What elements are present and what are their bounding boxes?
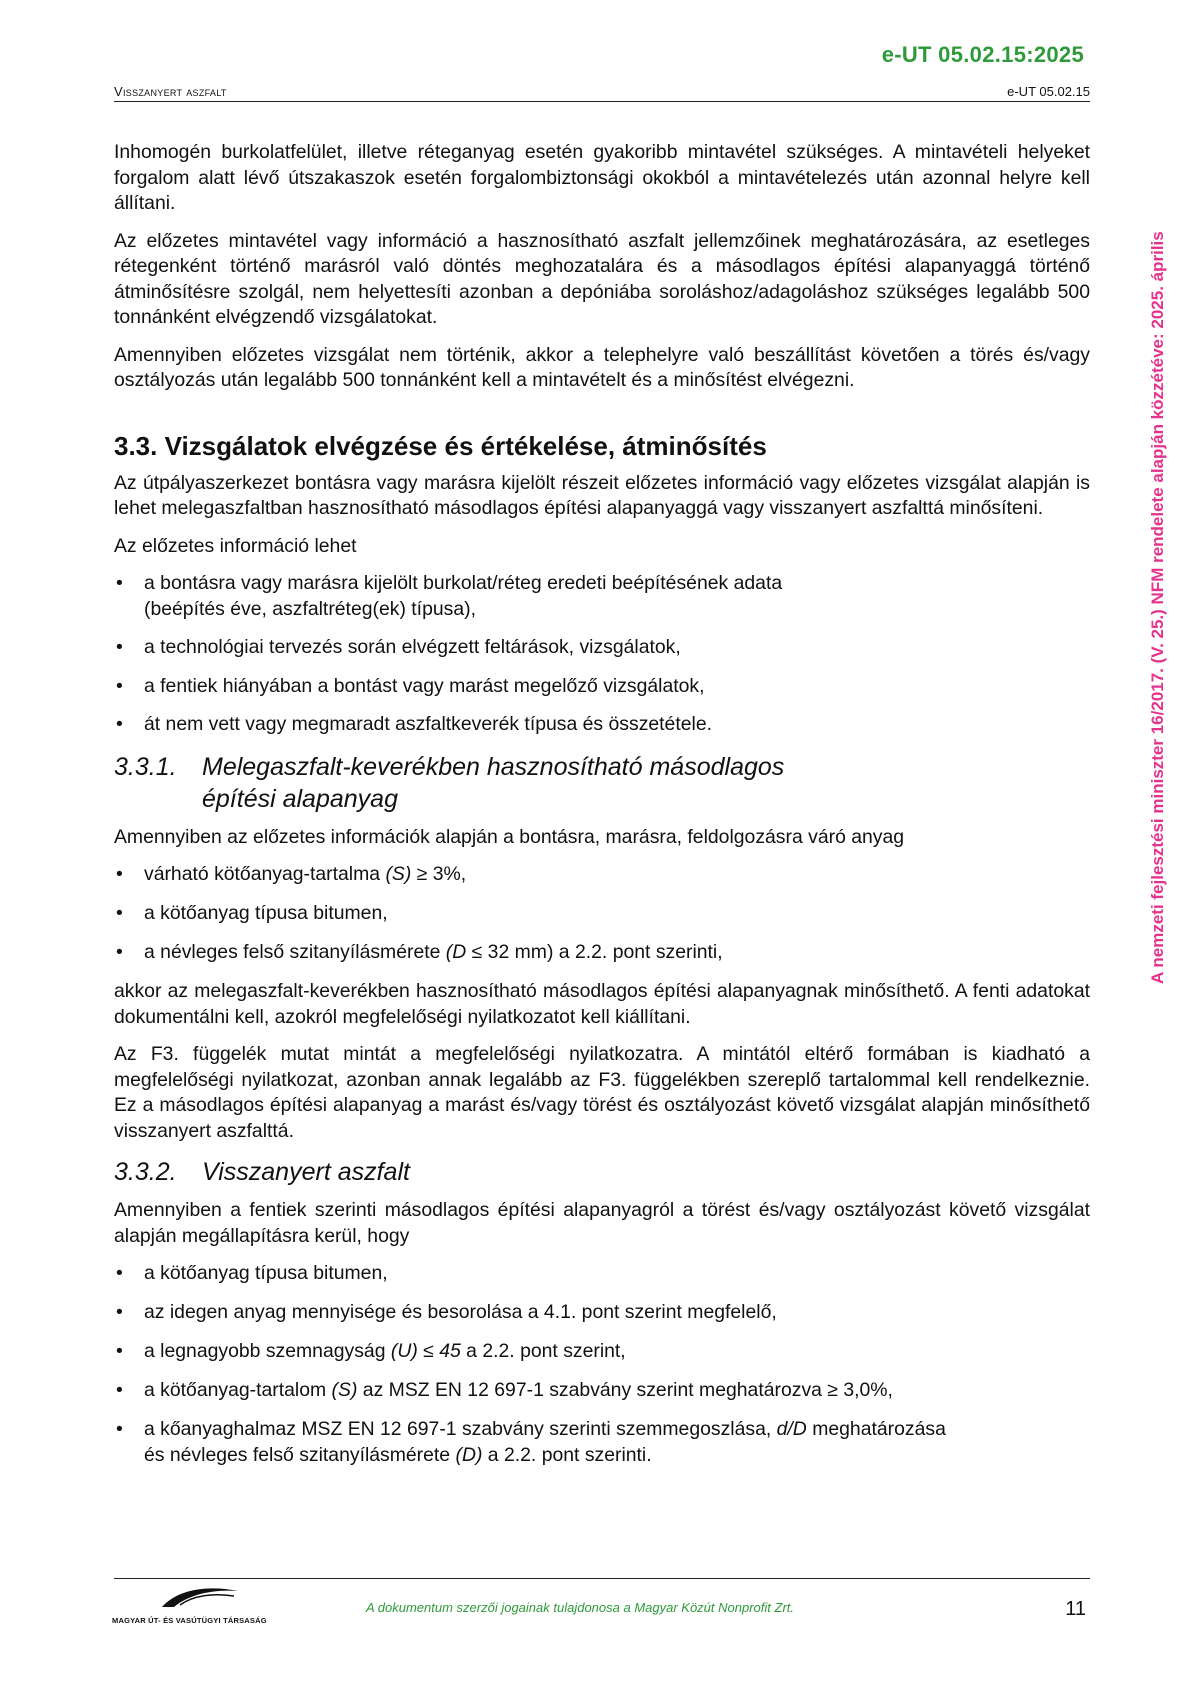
heading-title-line: Melegaszfalt-keverékben hasznosítható másodlagos	[202, 752, 785, 781]
page-body	[114, 140, 1090, 1482]
list-item: • a kötőanyag típusa bitumen,	[114, 901, 1090, 927]
paragraph: Az F3. függelék mutat mintát a megfelelőségi nyilatkozatra. A mintától eltérő formában is kiadható a megfelelőségi nyilatkozat, azonban annak legalább az F3. függelékben szereplő tartalommal kell rendelkeznie. Ez a másodlagos építési alapanyag a marást és/vagy törést és osztályozást követő vizsgálat alapján minősíthető visszanyert aszfalttá.	[114, 1043, 1090, 1142]
list-item: • a technológiai tervezés során elvégzett feltárások, vizsgálatok,	[114, 635, 1090, 661]
symbol: (S)	[385, 863, 412, 885]
page-number: 11	[1065, 1598, 1086, 1620]
text: ≥ 3%,	[411, 863, 467, 885]
text: a kőanyaghalmaz MSZ EN 12 697-1 szabvány szerinti szemmegoszlása,	[144, 1418, 777, 1440]
paragraph: Az előzetes mintavétel vagy információ a hasznosítható aszfalt jellemzőinek meghatározására, az esetleges rétegenként történő marásról való döntés meghozatalára és a másodlagos építési alapanyaggá történő átminősítésre szolgál, nem helyettesíti azonban a depóniába soroláshoz/adagoláshoz szükséges legalább 500 tonnánként elvégzendő vizsgálatokat.	[114, 229, 1090, 328]
text: meghatározása és névleges felső szitanyílásmérete	[144, 1418, 946, 1466]
section-heading-3-3: 3.3. Vizsgálatok elvégzése és értékelése, átminősítés	[114, 430, 767, 461]
list-item: • a kötőanyag típusa bitumen,	[114, 1261, 1090, 1287]
heading-number: 3.3.1.	[114, 752, 177, 781]
logo-text: MAGYAR ÚT- ÉS VASÚTÜGYI TÁRSASÁG	[112, 1616, 267, 1625]
paragraph: Az előzetes információ lehet	[114, 534, 357, 557]
paragraph: Az útpályaszerkezet bontásra vagy marásra kijelölt részeit előzetes információ vagy előzetes vizsgálat alapján is lehet melegaszfaltban hasznosítható másodlagos építési alapanyaggá vagy visszanyert aszfalttá minősíteni.	[114, 471, 1090, 519]
copyright-notice: A dokumentum szerzői jogainak tulajdonosa a Magyar Közút Nonprofit Zrt.	[365, 1600, 794, 1615]
symbol: (S)	[331, 1379, 358, 1401]
paragraph: Amennyiben a fentiek szerinti másodlagos építési alapanyagról a törést és/vagy osztályozást követő vizsgálat alapján megállapításra kerül, hogy	[114, 1199, 1090, 1247]
bullet-list	[114, 571, 1090, 738]
publication-side-note: A nemzeti fejlesztési miniszter 16/2017. (V. 25.) NFM rendelete alapján közzétéve: 2025. április	[1148, 231, 1167, 984]
list-item: • a bontásra vagy marásra kijelölt burkolat/réteg eredeti beépítésének adata (beépítés éve, aszfaltréteg(ek) típusa),	[114, 571, 1090, 622]
text: várható kötőanyag-tartalma	[144, 863, 386, 885]
list-item	[114, 940, 1090, 966]
text: a 2.2. pont szerint,	[460, 1340, 626, 1362]
running-header	[114, 84, 1090, 102]
header-code: e-UT 05.02.15	[1007, 84, 1090, 99]
list-item: • a fentiek hiányában a bontást vagy marást megelőző vizsgálatok,	[114, 674, 1090, 700]
list-item	[114, 862, 1090, 888]
text: ≤ 32 mm) a 2.2. pont szerinti,	[466, 941, 723, 963]
heading-title	[202, 751, 784, 815]
list-item: • az idegen anyag mennyisége és besorolása a 4.1. pont szerint megfelelő,	[114, 1300, 1090, 1326]
heading-title-line: építési alapanyag	[202, 784, 398, 813]
symbol: d/D	[776, 1418, 807, 1440]
bullet-list	[114, 862, 1090, 966]
list-item	[114, 1417, 1090, 1468]
heading-number: 3.3.2.	[114, 1158, 177, 1186]
bullet-list	[114, 1261, 1090, 1468]
symbol: (U) ≤ 45	[390, 1340, 461, 1362]
list-item: • át nem vett vagy megmaradt aszfaltkeverék típusa és összetétele.	[114, 712, 1090, 738]
text: a legnagyobb szemnagyság	[144, 1340, 391, 1362]
list-item	[114, 1378, 1090, 1404]
text: az MSZ EN 12 697-1 szabvány szerint meghatározva ≥ 3,0%,	[357, 1379, 893, 1401]
paragraph: Amennyiben előzetes vizsgálat nem történik, akkor a telephelyre való beszállítást követően a törés és/vagy osztályozás után legalább 500 tonnánként kell a mintavételt és a minősítést elvégezni.	[114, 343, 1090, 391]
document-code: e-UT 05.02.15:2025	[881, 42, 1084, 67]
heading-title: Visszanyert aszfalt	[202, 1158, 410, 1186]
text: a névleges felső szitanyílásmérete	[144, 941, 446, 963]
text: a 2.2. pont szerinti.	[482, 1443, 652, 1466]
list-item	[114, 1339, 1090, 1365]
section-heading-3-3-2	[114, 1156, 1090, 1188]
paragraph: Amennyiben az előzetes információk alapján a bontásra, marásra, feldolgozásra váró anyag	[114, 825, 905, 848]
symbol: (D	[445, 941, 467, 963]
text: a kötőanyag-tartalom	[144, 1379, 332, 1401]
footer-rule	[114, 1578, 1090, 1579]
header-title: Visszanyert aszfalt	[114, 84, 227, 99]
symbol: (D)	[455, 1443, 483, 1466]
section-heading-3-3-1	[114, 751, 1090, 815]
paragraph: Inhomogén burkolatfelület, illetve réteganyag esetén gyakoribb mintavétel szükséges. A mintavételi helyeket forgalom alatt lévő útszakaszok esetén forgalombiztonsági okokból a mintavételezés után azonnal helyre kell állítani.	[114, 141, 1090, 214]
paragraph: akkor az melegaszfalt-keverékben hasznosítható másodlagos építési alapanyagnak minősíthető. A fenti adatokat dokumentálni kell, azokról megfelelőségi nyilatkozatot kell kiállítani.	[114, 980, 1090, 1028]
